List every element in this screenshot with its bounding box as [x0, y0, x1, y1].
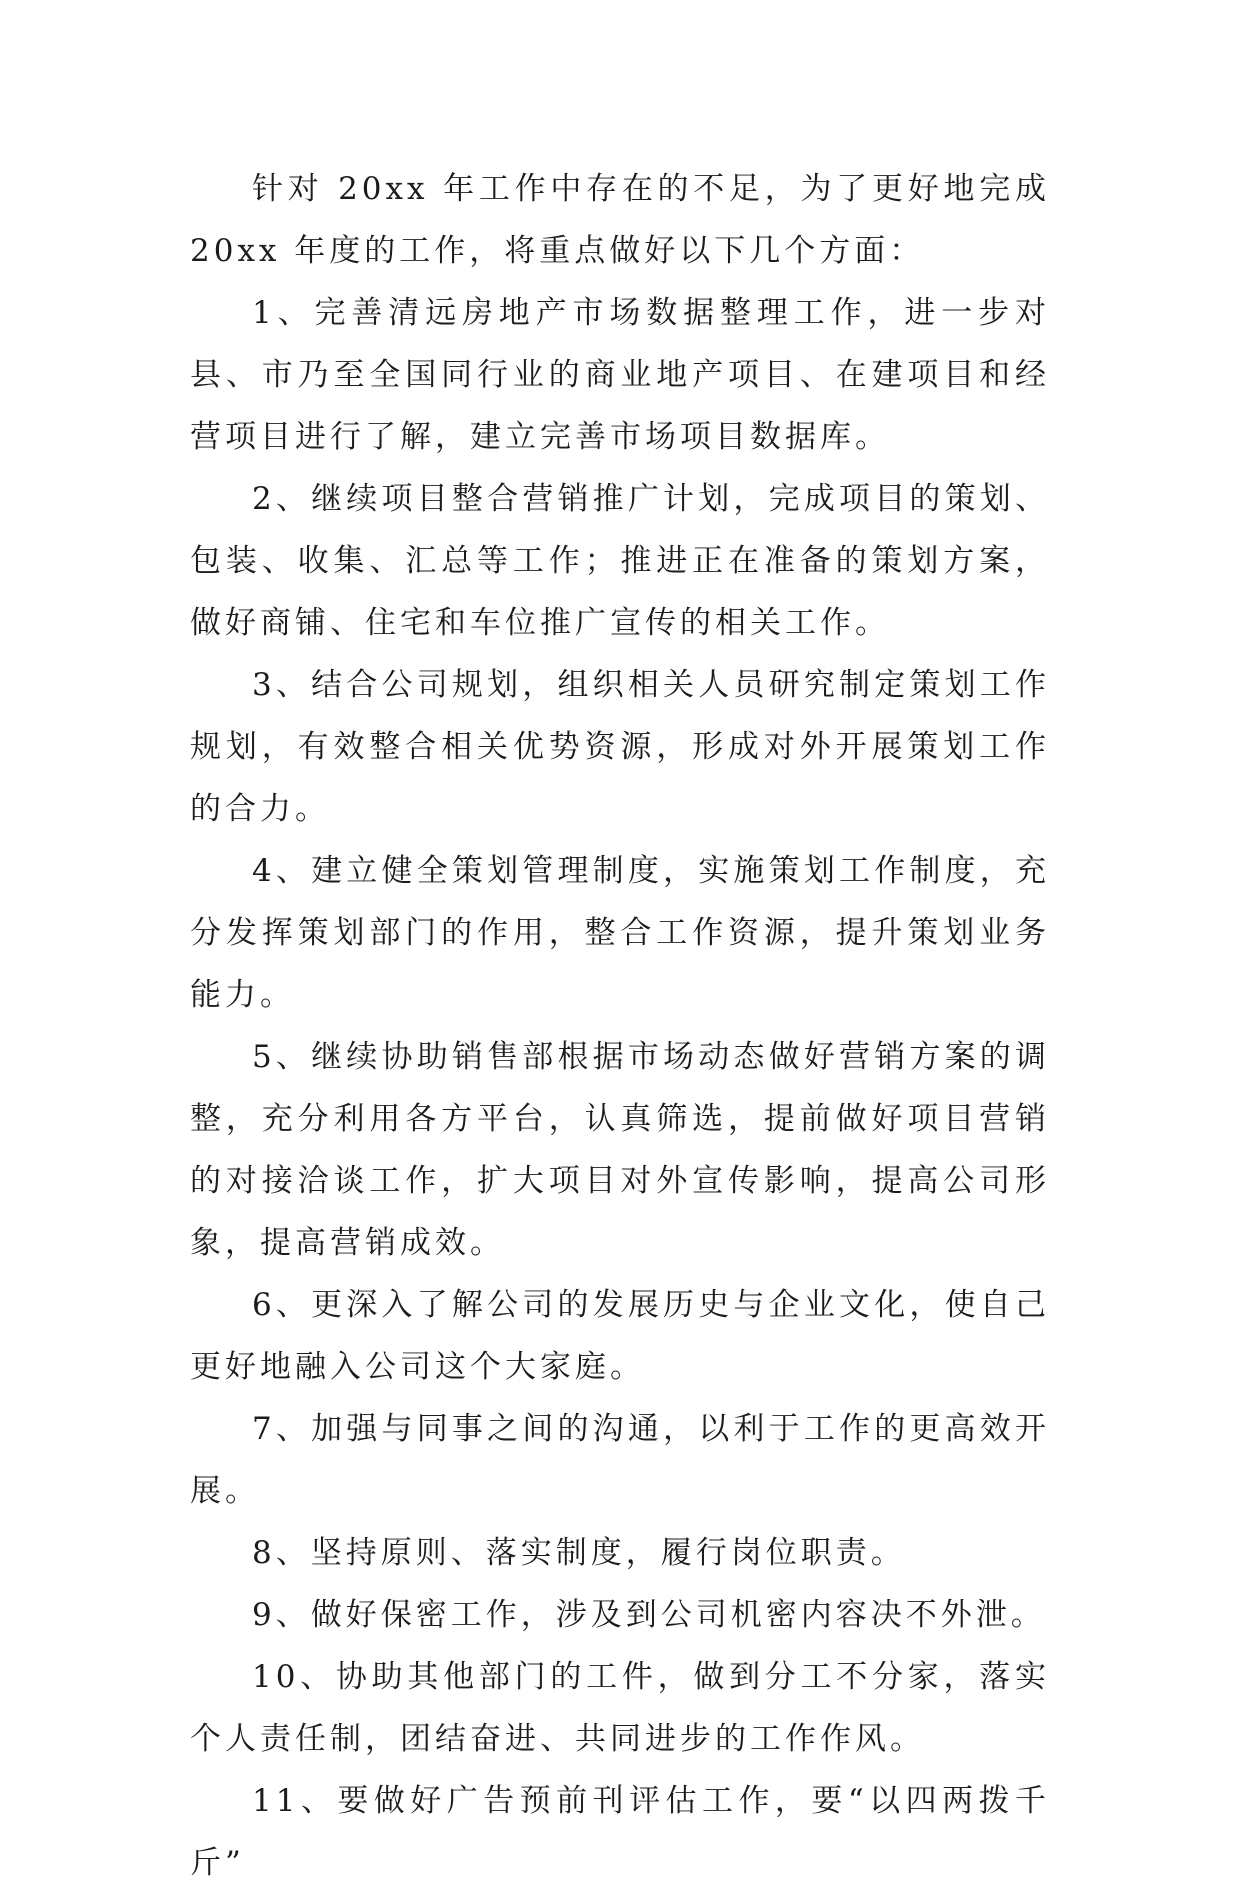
item-9-paragraph: 9、做好保密工作，涉及到公司机密内容决不外泄。 [252, 1597, 1046, 1633]
item-3-paragraph: 3、结合公司规划，组织相关人员研究制定策划工作规划，有效整合相关优势资源，形成对外开展策划工作的合力。 [190, 667, 1050, 827]
item-11-paragraph: 11、要做好广告预前刊评估工作，要“以四两拨千斤” [190, 1783, 1050, 1881]
item-7-paragraph: 7、加强与同事之间的沟通，以利于工作的更高效开展。 [190, 1411, 1050, 1509]
intro-paragraph: 针对 20xx 年工作中存在的不足，为了更好地完成 20xx 年度的工作，将重点做好以下几个方面： [190, 171, 1050, 269]
item-2-paragraph: 2、继续项目整合营销推广计划，完成项目的策划、包装、收集、汇总等工作；推进正在准备的策划方案，做好商铺、住宅和车位推广宣传的相关工作。 [190, 481, 1050, 641]
item-6-paragraph: 6、更深入了解公司的发展历史与企业文化，使自己更好地融入公司这个大家庭。 [190, 1287, 1050, 1385]
document-body [190, 158, 1050, 1894]
item-5-paragraph: 5、继续协助销售部根据市场动态做好营销方案的调整，充分利用各方平台，认真筛选，提前做好项目营销的对接洽谈工作，扩大项目对外宣传影响，提高公司形象，提高营销成效。 [190, 1039, 1050, 1261]
item-10-paragraph: 10、协助其他部门的工件，做到分工不分家，落实个人责任制，团结奋进、共同进步的工作作风。 [190, 1659, 1050, 1757]
item-1-paragraph: 1、完善清远房地产市场数据整理工作，进一步对县、市乃至全国同行业的商业地产项目、在建项目和经营项目进行了解，建立完善市场项目数据库。 [190, 295, 1050, 455]
item-4-paragraph: 4、建立健全策划管理制度，实施策划工作制度，充分发挥策划部门的作用，整合工作资源，提升策划业务能力。 [190, 853, 1050, 1013]
item-8-paragraph: 8、坚持原则、落实制度，履行岗位职责。 [252, 1535, 906, 1571]
